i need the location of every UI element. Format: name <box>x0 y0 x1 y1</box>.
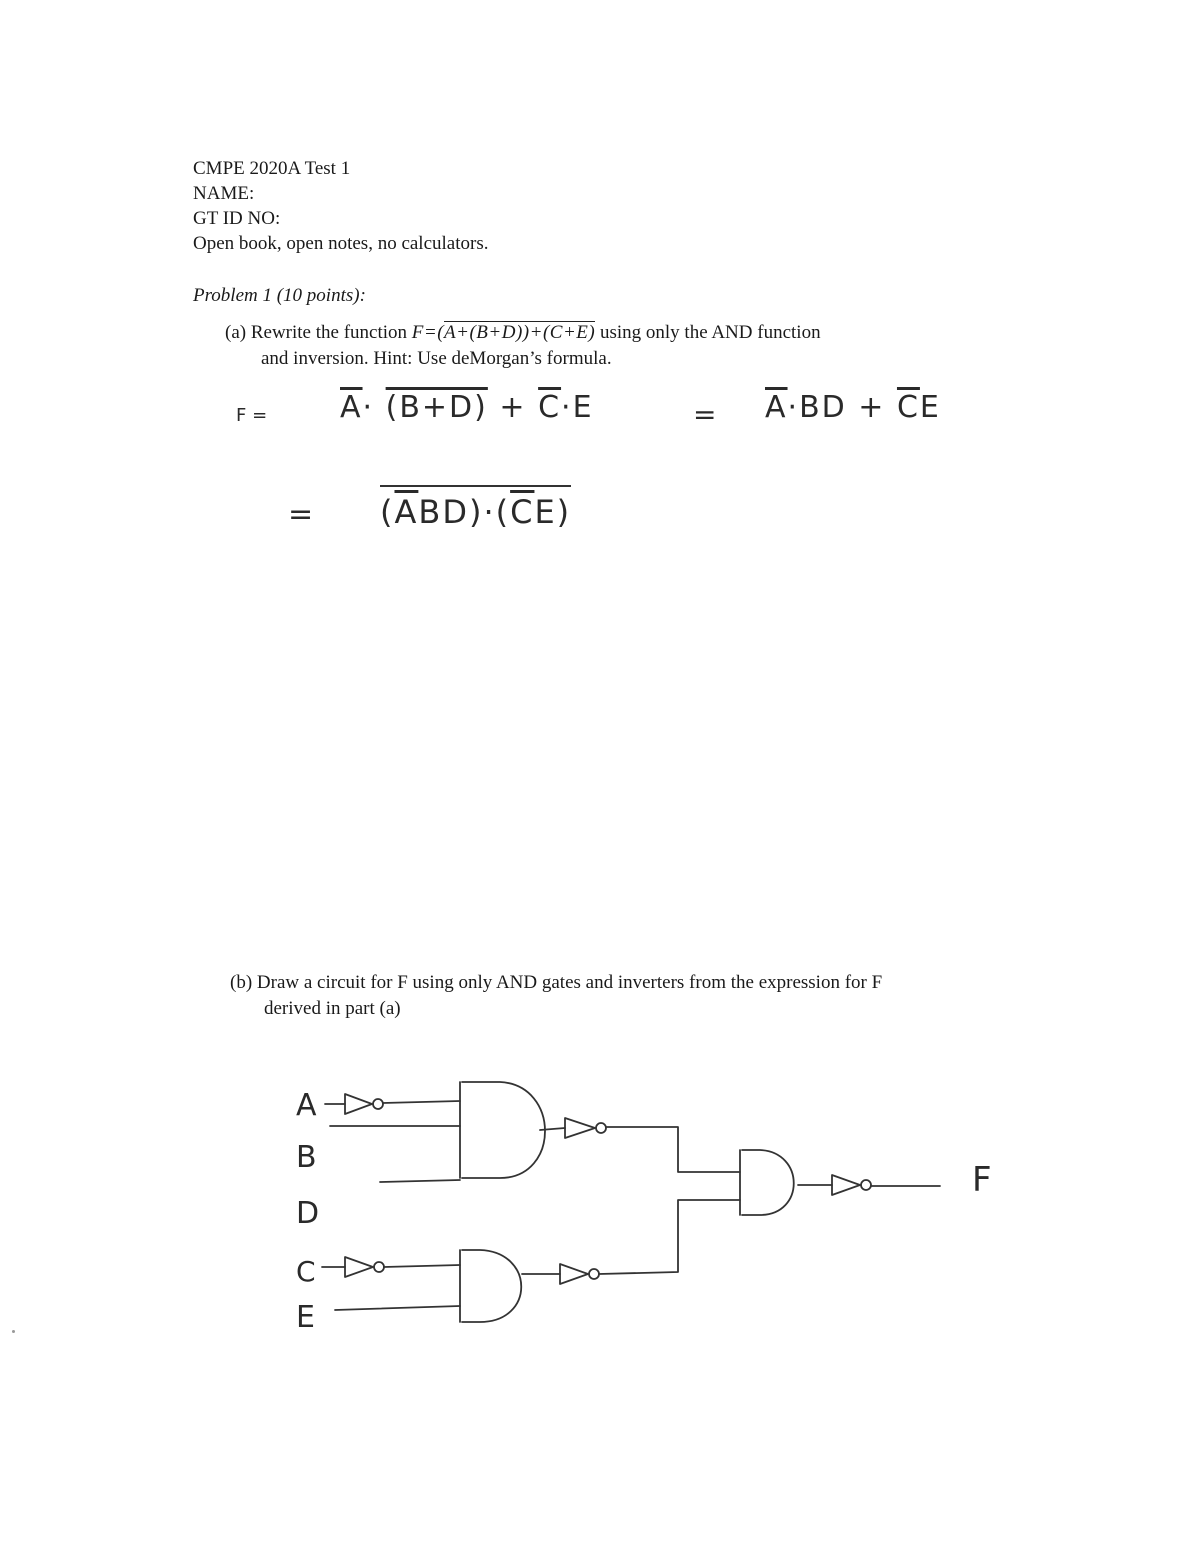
circuit-input-c: C <box>296 1255 316 1288</box>
circuit-input-d: D <box>296 1196 320 1231</box>
and-gate-2-icon <box>460 1250 521 1322</box>
inverter-a-icon <box>345 1094 372 1114</box>
part-a-line2: and inversion. Hint: Use deMorgan’s formula. <box>261 348 612 369</box>
wire-gate2-out <box>599 1200 740 1274</box>
hw-step3: $(\overline{A}BD)\cdot(\overline{C}E)$ <box>380 485 571 531</box>
wire-gate1-out <box>606 1127 740 1172</box>
circuit-input-b: B <box>296 1140 317 1175</box>
id-label: GT ID NO: <box>193 208 281 229</box>
wire-e <box>335 1306 460 1310</box>
circuit-output-f: F <box>972 1160 992 1200</box>
inverter-out-icon <box>832 1175 860 1195</box>
inverter-a-bubble <box>373 1099 383 1109</box>
hw-eq1: = <box>693 398 717 431</box>
scan-speck <box>12 1330 15 1333</box>
part-a-line1: (a) Rewrite the function $F=(A+(\overline{B}+\overline{D}))+(C+E)$ using only the AND function <box>225 322 821 343</box>
wire-d <box>380 1180 460 1182</box>
part-b-line1: (b) Draw a circuit for F using only AND gates and inverters from the expression for F <box>230 972 883 993</box>
inverter-1-icon <box>565 1118 595 1138</box>
circuit-input-e: E <box>296 1300 315 1335</box>
hw-f-label: F = <box>236 405 268 426</box>
part-b-line2: derived in part (a) <box>264 998 401 1019</box>
hw-step2: $\overline{A}\cdot BD + \overline{C}E$ <box>765 390 941 425</box>
hw-eq2: = <box>288 497 314 532</box>
and-gate-1-icon <box>460 1082 545 1178</box>
and-gate-3-icon <box>740 1150 794 1215</box>
hw-step1: $\overline{A}\cdot (B+D) + \overline{C}\cdot E$ <box>340 390 594 425</box>
inverter-2-icon <box>560 1264 588 1284</box>
inverter-c-icon <box>345 1257 373 1277</box>
course-title: CMPE 2020A Test 1 <box>193 158 351 179</box>
function-formula: $F=(A+(\overline{B}+\overline{D}))+(C+E)$ <box>411 322 596 343</box>
name-label: NAME: <box>193 183 255 204</box>
problem-title: Problem 1 (10 points): <box>193 285 366 306</box>
instructions: Open book, open notes, no calculators. <box>193 233 489 254</box>
circuit-input-a: A <box>296 1088 317 1123</box>
